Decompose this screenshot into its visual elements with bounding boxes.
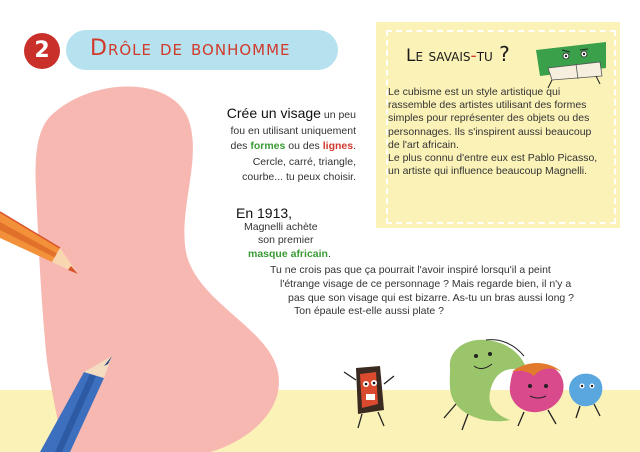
did-you-know-title-part1: Le savais [406,46,471,66]
orange-pencil-icon [0,212,78,274]
intro-line-4: Cercle, carré, triangle, [252,155,356,168]
mask-character-icon [344,366,394,428]
story-mask-end: . [327,247,331,260]
info-paragraph-1: Le cubisme est un style artistique qui rassemble des artistes utilisant des formes simples pour représenter des objets ou des personnages. Ils s'inspirent aussi beaucoup de l'art africain. [388,86,592,151]
intro-line-2: fou en utilisant uniquement [230,124,356,137]
blue-character-icon [569,374,602,418]
word-lignes: lignes [322,140,354,152]
story-p2-line-1: Tu ne crois pas que ça pourrait l'avoir inspiré lorsqu'il a peint [270,264,551,276]
pink-character-icon [510,363,564,426]
intro-lead-rest: un peu [320,109,356,121]
story-p2-line-4: Ton épaule est-elle aussi plate ? [294,305,445,318]
story-year: En 1913, [236,205,293,221]
blue-pencil-icon [40,356,112,452]
story-p2-line-3: pas que son visage qui est bizarre. As-tu un bras aussi long ? [288,291,575,304]
did-you-know-title-part2: tu [476,46,493,66]
intro-line-3-pre: des [230,140,251,152]
did-you-know-question-mark: ? [492,42,510,66]
word-formes: formes [250,140,286,152]
story-line-2: Magnelli achète [244,220,318,233]
story-p2-line-2: l'étrange visage de ce personnage ? Mais regarde bien, il n'y a [280,277,572,290]
did-you-know-title-dash: - [470,46,477,66]
intro-line-5: courbe... tu peux choisir. [242,171,356,183]
story-line-3: son premier [258,234,314,246]
intro-line-3-end: . [353,140,356,152]
page-title: Drôle de bonhomme [90,36,291,61]
info-paragraph-2: Le plus connu d'entre eux est Pablo Picasso, un artiste qui influence beaucoup Magnelli. [388,152,598,178]
intro-lead: Crée un visage [226,105,321,121]
intro-line-3-mid: ou des [285,140,323,152]
word-masque-africain: masque africain [248,247,328,260]
book-character-icon [536,42,606,88]
chapter-number-badge: 2 [24,33,60,69]
